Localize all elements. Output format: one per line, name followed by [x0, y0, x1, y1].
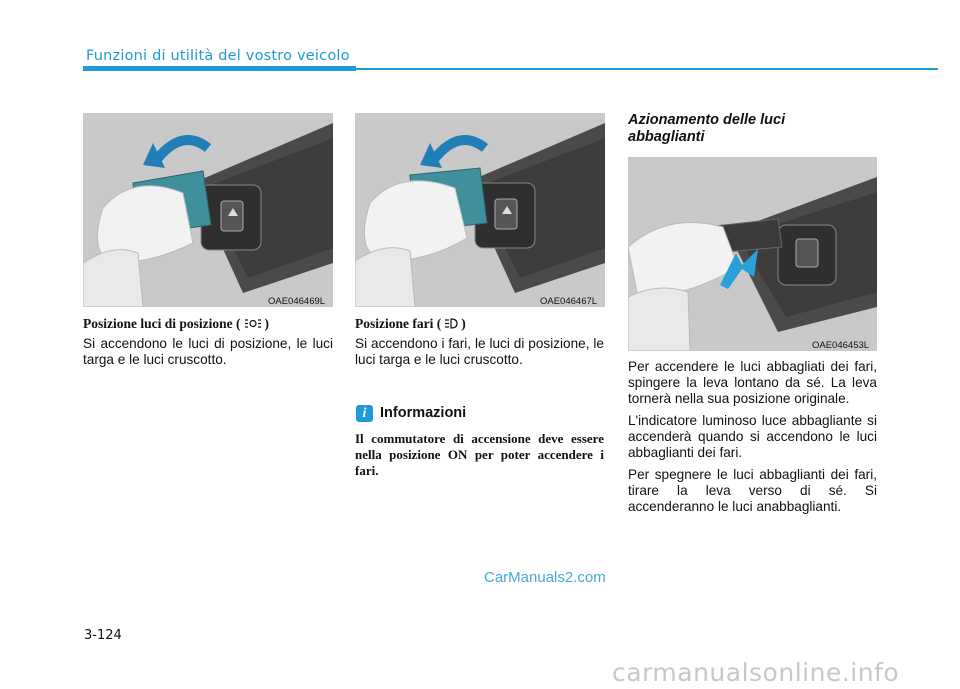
position-lamp-icon	[244, 317, 262, 333]
title-suffix: )	[461, 316, 466, 331]
section-title-high-beam: Azionamento delle luci abbaglianti	[628, 112, 786, 145]
title-prefix: Posizione fari (	[355, 316, 442, 331]
body-text-high-beam	[628, 359, 877, 521]
lever-illustration	[628, 157, 877, 351]
photo-high-beam-operation	[628, 157, 877, 351]
body-text-position-lamp: Si accendono le luci di posizione, le luci targa e le luci cruscotto.	[83, 336, 333, 367]
image-code-2: OAE046467L	[540, 296, 598, 307]
section-title-headlamp	[355, 316, 466, 333]
header-rule-thin	[356, 68, 938, 70]
paragraph: L'indicatore luminoso luce abbagliante si accenderà quando si accendono le luci abbaglianti dei fari.	[628, 413, 877, 460]
page-header-title: Funzioni di utilità del vostro veicolo	[86, 48, 350, 64]
headlamp-icon	[444, 317, 458, 333]
photo-headlamp-switch	[355, 113, 605, 307]
header-rule-thick	[83, 66, 356, 71]
footer-site-watermark: carmanualsonline.info	[612, 658, 900, 687]
title-prefix: Posizione luci di posizione (	[83, 316, 241, 331]
info-icon: i	[356, 405, 373, 422]
lever-illustration	[355, 113, 605, 307]
lever-illustration	[83, 113, 333, 307]
photo-position-lamp-switch	[83, 113, 333, 307]
info-text: Il commutatore di accensione deve essere nella posizione ON per poter accendere i fari.	[355, 431, 604, 478]
watermark-link[interactable]: CarManuals2.com	[484, 569, 606, 586]
page-number: 3-124	[84, 628, 122, 643]
image-code-3: OAE046453L	[812, 340, 870, 351]
paragraph: Per accendere le luci abbagliati dei fari, spingere la leva lontano da sé. La leva tornerà nella sua posizione originale.	[628, 359, 877, 406]
body-text-headlamp: Si accendono i fari, le luci di posizione, le luci targa e le luci cruscotto.	[355, 336, 604, 367]
paragraph: Per spegnere le luci abbaglianti dei fari, tirare la leva verso di sé. Si accenderanno le luci anabbaglianti.	[628, 467, 877, 514]
image-code-1: OAE046469L	[268, 296, 326, 307]
info-title: Informazioni	[380, 405, 467, 421]
title-suffix: )	[264, 316, 270, 331]
section-title-position-lamp	[83, 316, 269, 333]
